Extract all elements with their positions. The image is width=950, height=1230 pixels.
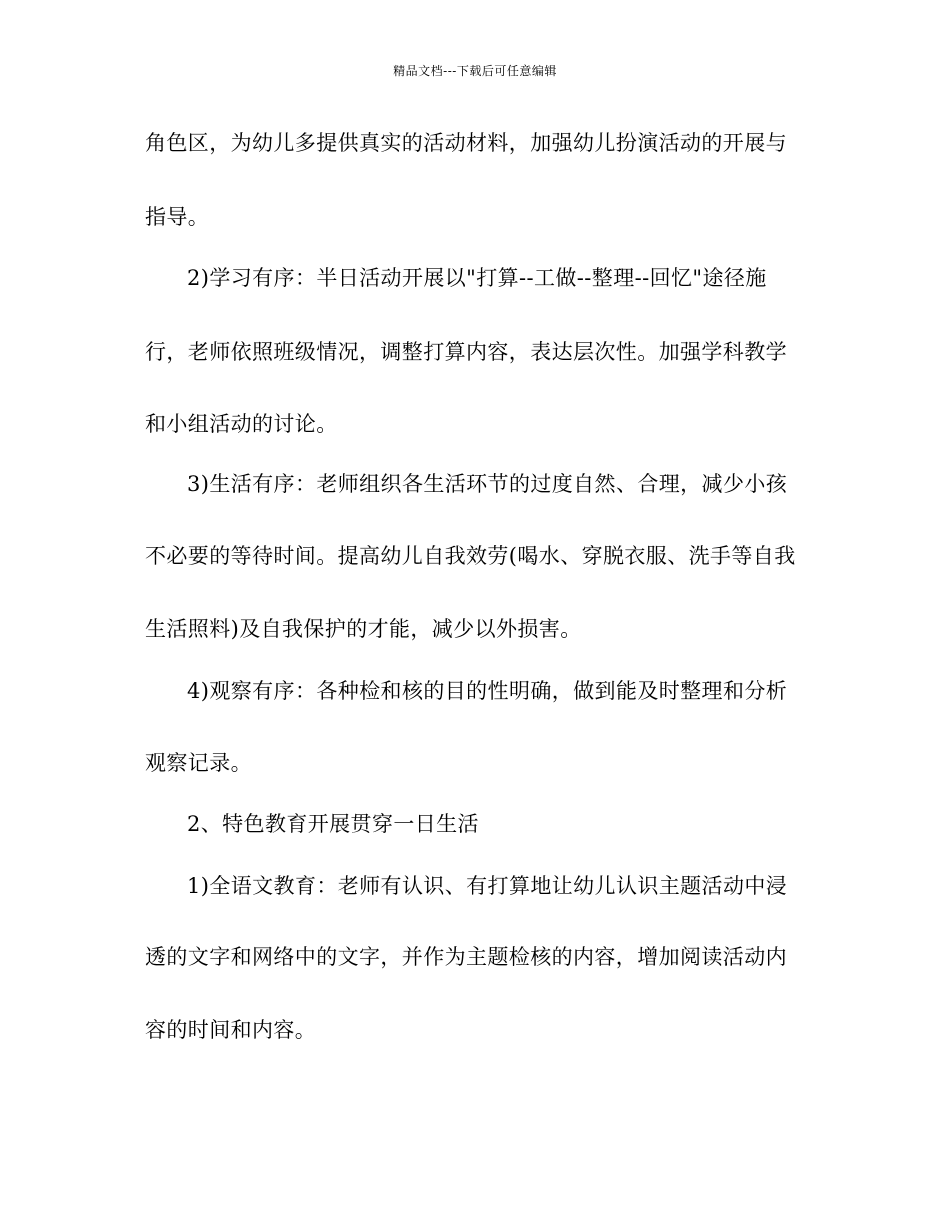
paragraph-line: 行，老师依照班级情况，调整打算内容，表达层次性。加强学科教学 [145, 340, 787, 364]
paragraph-line: 4)观察有序：各种检和核的目的性明确，做到能及时整理和分析 [187, 679, 788, 703]
paragraph-line: 观察记录。 [145, 751, 252, 775]
paragraph-line: 角色区，为幼儿多提供真实的活动材料，加强幼儿扮演活动的开展与 [145, 131, 787, 155]
section-heading: 2、特色教育开展贯穿一日生活 [187, 812, 479, 836]
paragraph-line: 指导。 [145, 205, 210, 229]
paragraph-line: 透的文字和网络中的文字，并作为主题检核的内容，增加阅读活动内 [145, 945, 787, 969]
page-header: 精品文档---下载后可任意编辑 [393, 64, 557, 78]
paragraph-line: 不必要的等待时间。提高幼儿自我效劳(喝水、穿脱衣服、洗手等自我 [145, 544, 796, 568]
paragraph-line: 容的时间和内容。 [145, 1018, 317, 1042]
paragraph-line: 生活照料)及自我保护的才能，减少以外损害。 [145, 617, 582, 641]
paragraph-line: 3)生活有序：老师组织各生活环节的过度自然、合理，减少小孩 [187, 472, 788, 496]
paragraph-line: 和小组活动的讨论。 [145, 412, 338, 436]
paragraph-line: 1)全语文教育：老师有认识、有打算地让幼儿认识主题活动中浸 [187, 874, 788, 898]
paragraph-line: 2)学习有序：半日活动开展以"打算--工做--整理--回忆"途径施 [187, 266, 767, 290]
